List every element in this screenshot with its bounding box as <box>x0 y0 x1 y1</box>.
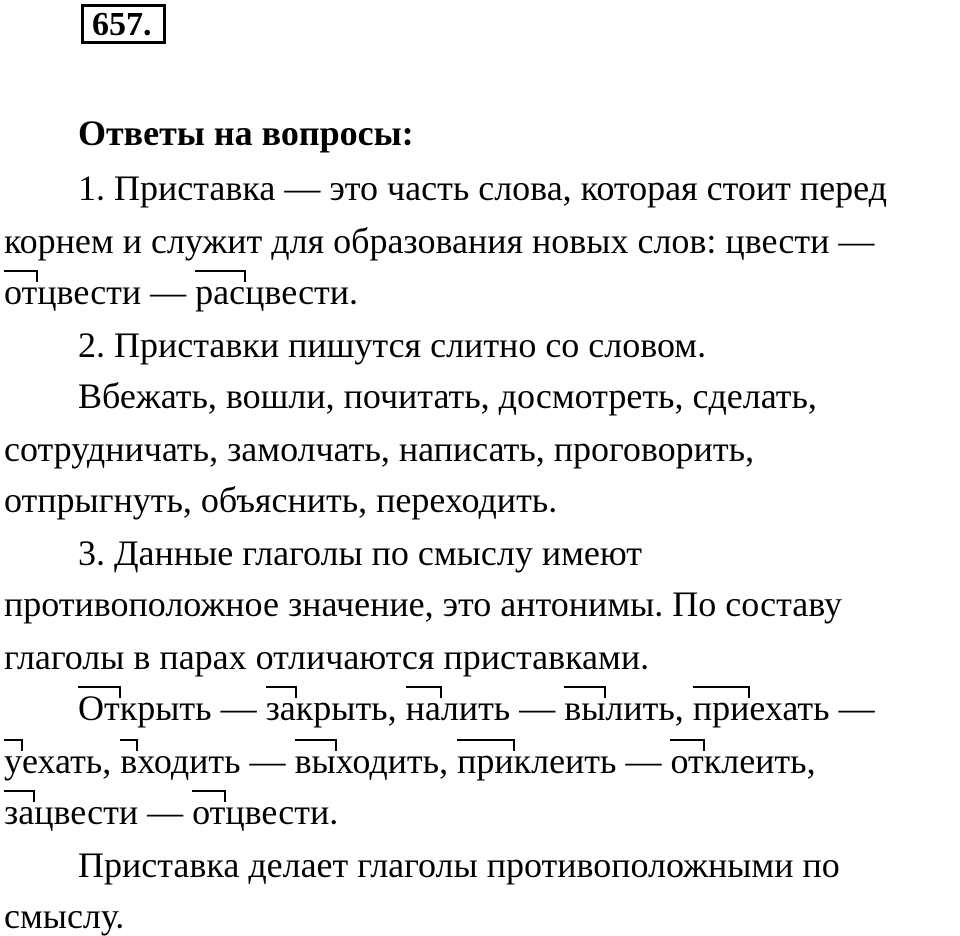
word-rest: клеить, <box>703 741 816 781</box>
word-rest: цвести. <box>225 792 339 832</box>
pairs-line1 <box>78 688 875 728</box>
pairs-line2 <box>4 741 816 781</box>
word-rest: ходить — <box>137 741 295 781</box>
word-rest: ехать, <box>22 741 121 781</box>
answer2-line1: 2. Приставки пишутся слитно со словом. <box>78 325 707 365</box>
answer1-line3 <box>4 272 358 312</box>
exercise-number: 657. <box>81 4 166 44</box>
prefix-mark: от <box>670 741 704 781</box>
prefix-mark: в <box>120 741 138 781</box>
prefix-mark: рас <box>195 272 246 312</box>
word-rest: цвести. <box>245 272 359 312</box>
conclusion-line2: смыслу. <box>4 896 125 936</box>
answer3-line3: глаголы в парах отличаются приставками. <box>4 637 650 677</box>
prefix-mark: на <box>405 688 441 728</box>
answers-heading: Ответы на вопросы: <box>78 113 414 153</box>
answer1-line2: корнем и служит для образования новых слов: цвести — <box>4 221 875 261</box>
prefix-mark: у <box>4 741 22 781</box>
prefix-mark: от <box>4 272 38 312</box>
examples-line1: Вбежать, вошли, почитать, досмотреть, сделать, <box>78 376 817 416</box>
prefix-mark: при <box>692 688 750 728</box>
examples-line2: сотрудничать, замолчать, написать, проговорить, <box>4 429 755 469</box>
prefix-mark: за <box>4 792 35 832</box>
prefix-mark: за <box>265 688 296 728</box>
answer3-line2: противоположное значение, это антонимы. По составу <box>4 584 843 624</box>
prefix-mark: при <box>457 741 514 781</box>
pairs-line3 <box>4 792 338 832</box>
answer1-line1: 1. Приставка — это часть слова, которая стоит перед <box>78 168 887 208</box>
word-rest: цвести — <box>37 272 196 312</box>
word-rest: крыть — <box>119 688 266 728</box>
word-rest: клеить — <box>513 741 671 781</box>
answer3-line1: 3. Данные глаголы по смыслу имеют <box>78 533 642 573</box>
word-rest: лить — <box>440 688 565 728</box>
word-rest: крыть, <box>295 688 406 728</box>
prefix-mark: вы <box>294 741 336 781</box>
prefix-mark: От <box>78 688 120 728</box>
prefix-mark: вы <box>564 688 606 728</box>
word-rest: цвести — <box>34 792 193 832</box>
word-rest: лить, <box>605 688 693 728</box>
examples-line3: отпрыгнуть, объяснить, переходить. <box>4 480 558 520</box>
word-rest: ехать — <box>749 688 875 728</box>
conclusion-line1: Приставка делает глаголы противоположными по <box>78 845 840 885</box>
prefix-mark: от <box>192 792 226 832</box>
word-rest: ходить, <box>335 741 458 781</box>
